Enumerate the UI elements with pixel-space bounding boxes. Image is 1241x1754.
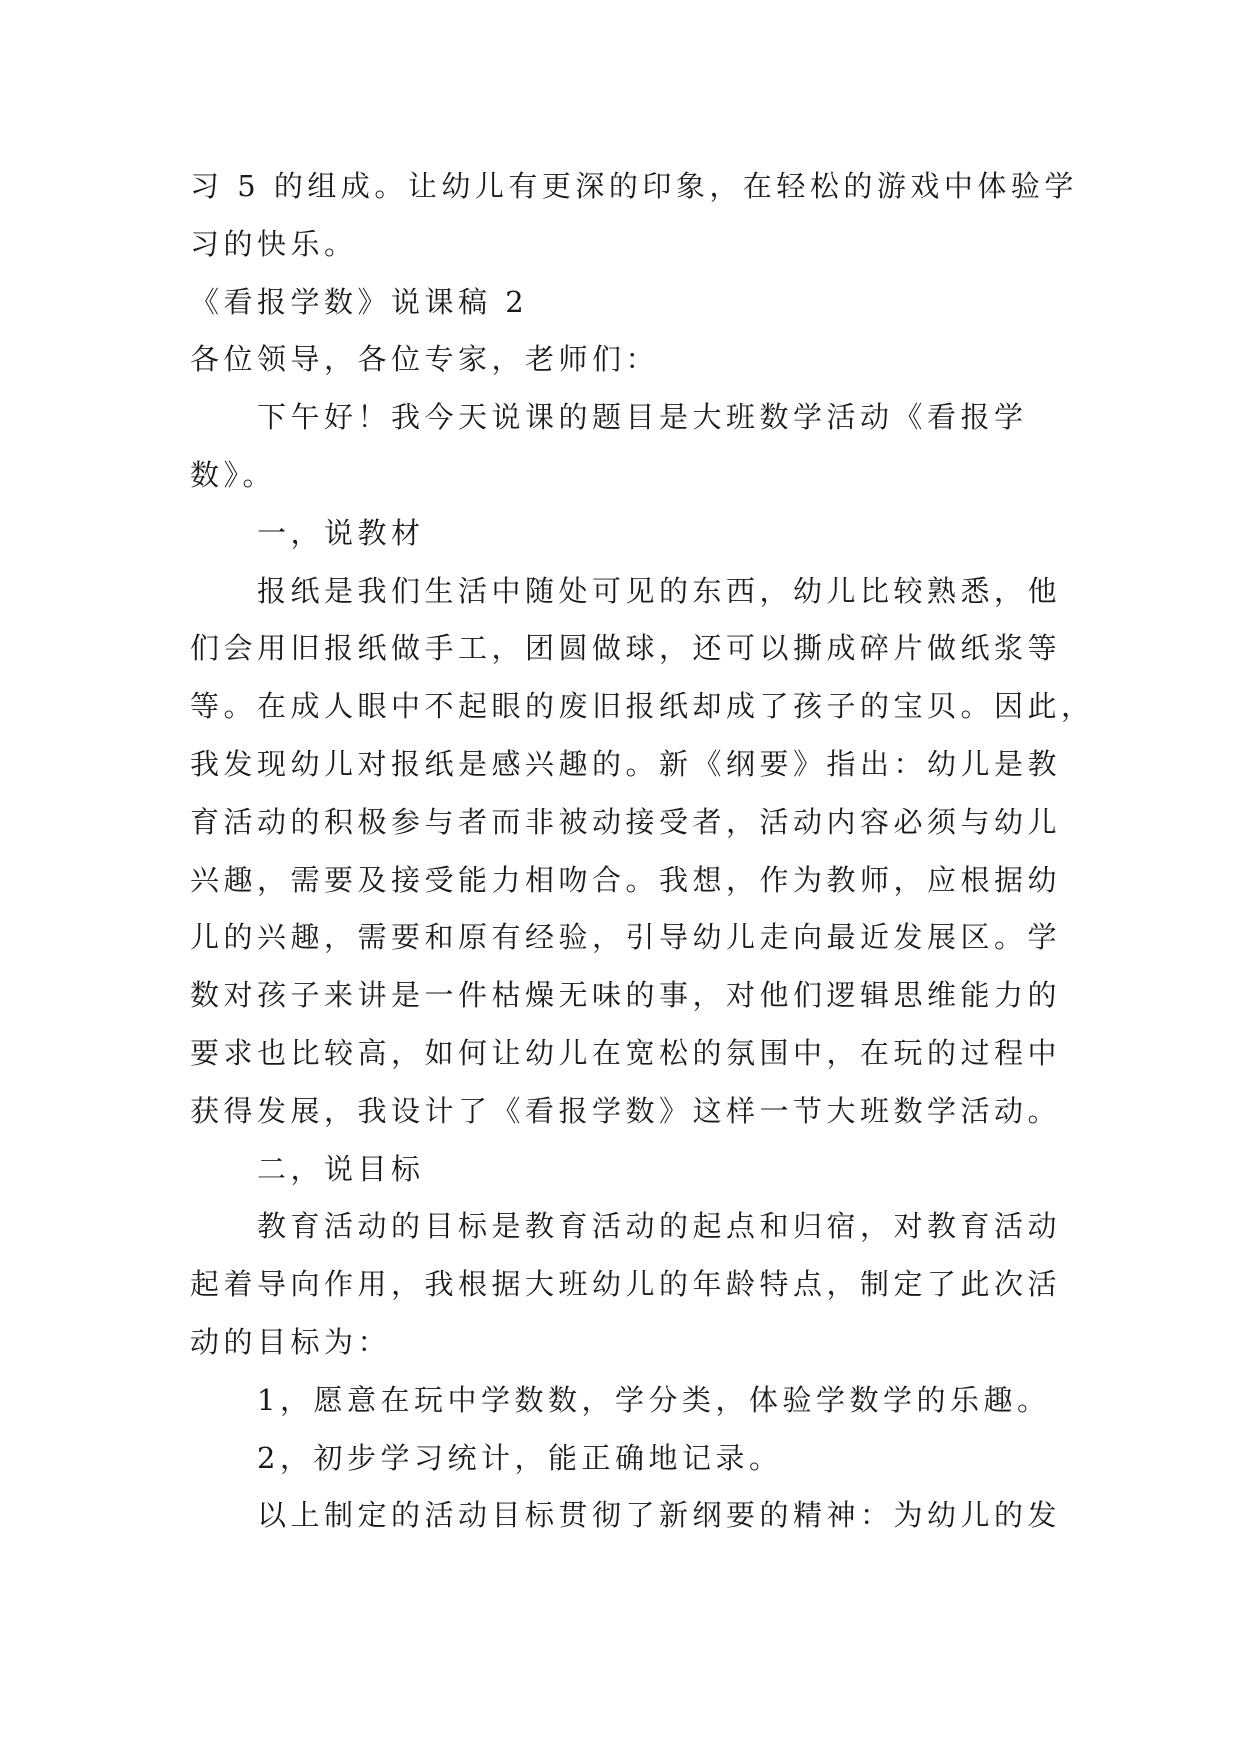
text-line: 起着导向作用，我根据大班幼儿的年龄特点，制定了此次活 — [190, 1267, 1062, 1302]
objective-item: 1，愿意在玩中学数数，学分类，体验学数学的乐趣。 — [257, 1382, 1051, 1417]
text-line: 兴趣，需要及接受能力相吻合。我想，作为教师，应根据幼 — [190, 862, 1062, 897]
heading-objectives: 二，说目标 — [257, 1151, 425, 1186]
text-line: 获得发展，我设计了《看报学数》这样一节大班数学活动。 — [190, 1093, 1062, 1128]
objective-item: 2，初步学习统计，能正确地记录。 — [257, 1440, 783, 1475]
text-line: 数》。 — [190, 457, 277, 492]
text-line: 以上制定的活动目标贯彻了新纲要的精神：为幼儿的发 — [257, 1498, 1062, 1533]
text-line: 们会用旧报纸做手工，团圆做球，还可以撕成碎片做纸浆等 — [190, 631, 1062, 666]
text-line: 数对孩子来讲是一件枯燥无味的事，对他们逻辑思维能力的 — [190, 978, 1062, 1013]
section-title: 《看报学数》说课稿 2 — [190, 284, 529, 319]
text-line: 等。在成人眼中不起眼的废旧报纸却成了孩子的宝贝。因此， — [190, 689, 1095, 724]
text-line: 报纸是我们生活中随处可见的东西，幼儿比较熟悉，他 — [257, 573, 1062, 608]
salutation: 各位领导，各位专家，老师们： — [190, 342, 660, 377]
text-line: 动的目标为： — [190, 1324, 392, 1359]
text-line: 下午好！我今天说课的题目是大班数学活动《看报学 — [257, 400, 1028, 435]
text-line: 习 5 的组成。让幼儿有更深的印象，在轻松的游戏中体验学 — [190, 169, 1078, 203]
heading-teaching-material: 一，说教材 — [257, 515, 425, 550]
text-line: 儿的兴趣，需要和原有经验，引导幼儿走向最近发展区。学 — [190, 920, 1062, 955]
text-line: 教育活动的目标是教育活动的起点和归宿，对教育活动 — [257, 1209, 1062, 1244]
text-line: 习的快乐。 — [190, 226, 358, 261]
document-body — [190, 158, 1095, 1545]
text-line: 要求也比较高，如何让幼儿在宽松的氛围中，在玩的过程中 — [190, 1035, 1062, 1070]
text-line: 我发现幼儿对报纸是感兴趣的。新《纲要》指出：幼儿是教 — [190, 746, 1062, 781]
text-line: 育活动的积极参与者而非被动接受者，活动内容必须与幼儿 — [190, 804, 1062, 839]
